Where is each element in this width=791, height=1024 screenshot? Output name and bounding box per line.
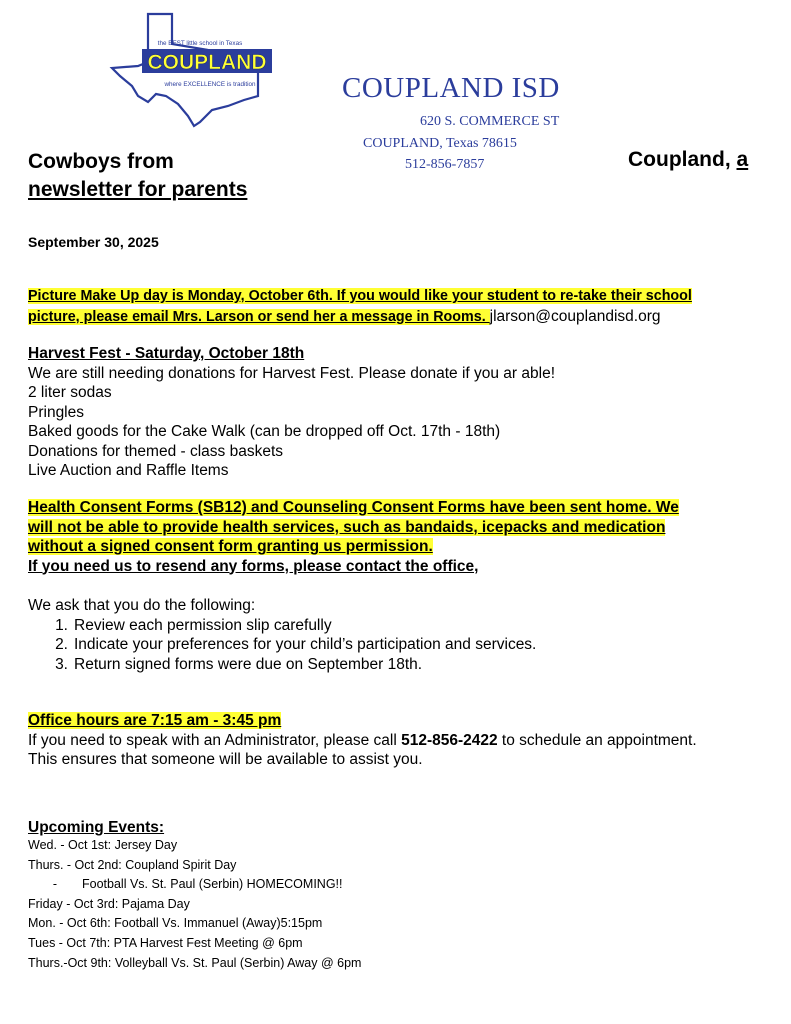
heading-right-underlined: a	[736, 148, 749, 171]
events-list	[28, 836, 361, 973]
harvest-item: 2 liter sodas	[28, 384, 112, 401]
health-line1: Health Consent Forms (SB12) and Counseling Consent Forms have been sent home. We	[28, 499, 679, 516]
heading-right-text: Coupland,	[628, 148, 737, 171]
event-item: Thurs. - Oct 2nd: Coupland Spirit Day	[28, 857, 237, 872]
harvest-item: Live Auction and Raffle Items	[28, 462, 229, 479]
event-item: Wed. - Oct 1st: Jersey Day	[28, 838, 178, 852]
office-title: Office hours are 7:15 am - 3:45 pm	[28, 712, 282, 729]
newsletter-heading	[28, 148, 247, 204]
event-item: Friday - Oct 3rd: Pajama Day	[28, 896, 190, 911]
harvest-title: Harvest Fest - Saturday, October 18th	[28, 345, 305, 362]
event-item: Tues - Oct 7th: PTA Harvest Fest Meeting @ 6pm	[28, 935, 303, 950]
heading-line1: Cowboys from	[28, 150, 174, 173]
district-city: COUPLAND, Texas 78615	[363, 136, 517, 151]
list-item: 1. Review each permission slip carefully	[55, 616, 332, 634]
harvest-fest-section	[28, 344, 763, 481]
events-title-wrap	[28, 818, 763, 838]
event-item: Mon. - Oct 6th: Football Vs. Immanuel (Away)5:15pm	[28, 916, 323, 931]
picture-makeup-section	[28, 286, 763, 327]
health-line4: If you need us to resend any forms, please contact the office,	[28, 557, 479, 575]
picture-email[interactable]: jlarson@couplandisd.org	[489, 307, 661, 325]
picture-line1: Picture Make Up day is Monday, October 6th. If you would like your student to re-take their school	[28, 288, 692, 304]
coupland-texas-logo	[108, 10, 278, 128]
heading-line2: newsletter for parents	[28, 178, 248, 201]
harvest-item: Pringles	[28, 403, 84, 421]
event-item: Thurs.-Oct 9th: Volleyball Vs. St. Paul (Serbin) Away @ 6pm	[28, 955, 362, 970]
harvest-intro: We are still needing donations for Harvest Fest. Please donate if you ar able!	[28, 364, 556, 382]
events-title: Upcoming Events:	[28, 819, 165, 836]
requests-intro: We ask that you do the following:	[28, 597, 256, 614]
district-name: COUPLAND ISD	[342, 72, 560, 104]
list-item: 3. Return signed forms were due on September 18th.	[55, 655, 423, 673]
office-line1: If you need to speak with an Administrator, please call 512-856-2422 to schedule an appointment.	[28, 731, 697, 749]
requests-section	[28, 596, 763, 674]
logo-tagline-top: the BEST little school in Texas	[157, 40, 243, 47]
office-hours-section	[28, 711, 763, 770]
heading-right	[628, 148, 748, 172]
health-consent-section	[28, 498, 763, 576]
event-subitem: - Football Vs. St. Paul (Serbin) HOMECOMING!!	[52, 877, 343, 892]
office-phone: 512-856-2422	[401, 731, 498, 749]
logo-tagline-bottom: where EXCELLENCE is tradition	[164, 81, 256, 88]
health-line3: without a signed consent form granting us permission.	[28, 538, 433, 555]
harvest-item: Baked goods for the Cake Walk (can be dropped off Oct. 17th - 18th)	[28, 423, 501, 440]
harvest-item: Donations for themed - class baskets	[28, 442, 284, 460]
logo-name: COUPLAND	[147, 51, 267, 74]
office-line2: This ensures that someone will be available to assist you.	[28, 751, 423, 768]
health-line2: will not be able to provide health services, such as bandaids, icepacks and medication	[28, 518, 666, 536]
picture-line2: picture, please email Mrs. Larson or send her a message in Rooms.	[28, 308, 490, 325]
requests-list	[28, 616, 763, 675]
list-item: 2. Indicate your preferences for your child’s participation and services.	[55, 636, 537, 653]
district-phone: 512-856-7857	[405, 157, 485, 172]
newsletter-date: September 30, 2025	[28, 234, 159, 250]
district-street: 620 S. COMMERCE ST	[420, 114, 560, 129]
